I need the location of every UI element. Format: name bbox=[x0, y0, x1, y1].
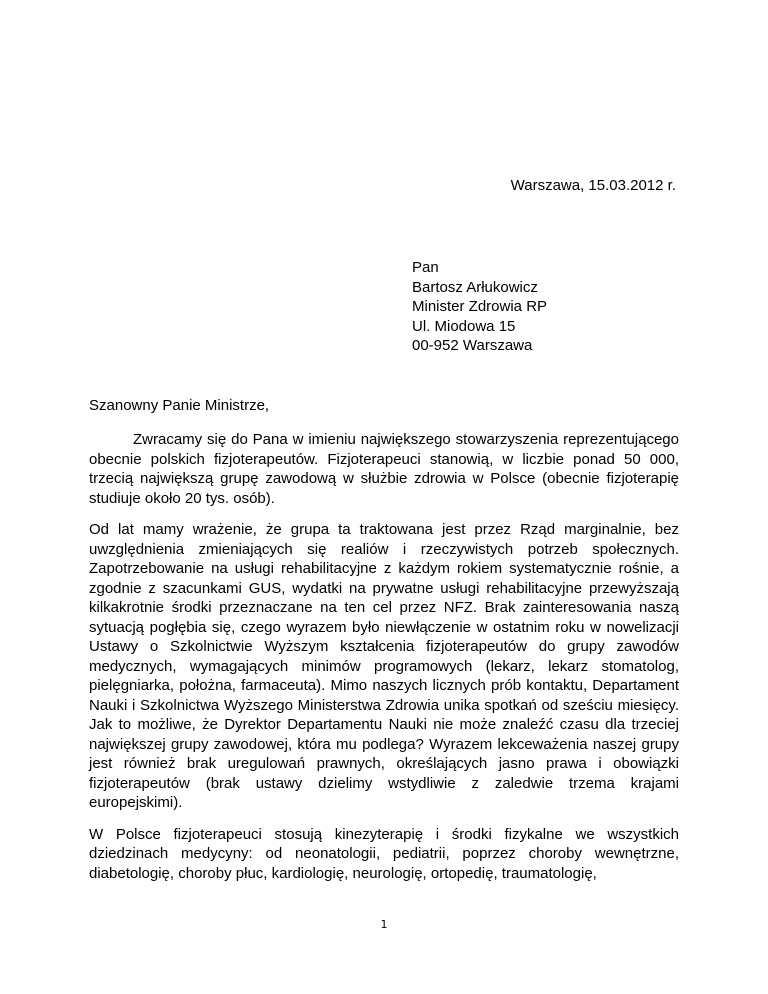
recipient-position: Minister Zdrowia RP bbox=[412, 298, 548, 316]
salutation: Szanowny Panie Ministrze, bbox=[89, 397, 270, 414]
paragraph-2: Od lat mamy wrażenie, że grupa ta traktowana jest przez Rząd marginalnie, bez uwzględnienia zmieniających się realiów i rzeczywistych potrzeb społecznych. Zapotrzebowanie na usługi rehabilitacyjne z każdym rokiem systematycznie rośnie, a zgodnie z szacunkami GUS, wydatki na prywatne usługi rehabilitacyjne przewyższają kilkakrotnie środki przeznaczane na ten cel przez NFZ. Brak zainteresowania naszą sytuacją pogłębia się, czego wyrazem było niewłączenie w ostatnim roku w nowelizacji Ustawy o Szkolnictwie Wyższym kształcenia fizjoterapeutów do grupy zawodów medycznych, wymagających minimów programowych (lekarz, lekarz stomatolog, pielęgniarka, położna, farmaceuta). Mimo naszych licznych prób kontaktu, Departament Nauki i Szkolnictwa Wyższego Ministerstwa Zdrowia unika spotkań od sześciu miesięcy. Jak to możliwe, że Dyrektor Departamentu Nauki nie może znaleźć czasu dla trzeciej największej grupy zawodowej, która mu podlega? Wyrazem lekceważenia naszej grupy jest również brak uregulowań prawnych, określających jasno prawa i obowiązki fizjoterapeutów (brak ustawy dzielimy wstydliwie z zaledwie trzema krajami europejskimi). bbox=[89, 521, 679, 811]
recipient-name: Bartosz Arłukowicz bbox=[412, 278, 538, 296]
recipient-address bbox=[412, 258, 547, 356]
letter-date: Warszawa, 15.03.2012 r. bbox=[510, 177, 676, 194]
recipient-title: Pan bbox=[412, 259, 439, 276]
recipient-street: Ul. Miodowa 15 bbox=[412, 317, 516, 335]
paragraph-3: W Polsce fizjoterapeuci stosują kinezyterapię i środki fizykalne we wszystkich dziedzinach medycyny: od neonatologii, pediatrii, poprzez choroby wewnętrzne, diabetologię, choroby płuc, kardiologię, neurologię, ortopedię, traumatologię, bbox=[89, 825, 679, 882]
page-number: 1 bbox=[380, 918, 388, 931]
recipient-city: 00-952 Warszawa bbox=[412, 337, 533, 355]
letter-body bbox=[89, 430, 679, 895]
paragraph-1: Zwracamy się do Pana w imieniu największego stowarzyszenia reprezentującego obecnie polskich fizjoterapeutów. Fizjoterapeuci stanowią, w liczbie ponad 50 000, trzecią największą grupę zawodową w służbie zdrowia w Polsce (obecnie fizjoterapię studiuje około 20 tys. osób). bbox=[89, 431, 679, 507]
